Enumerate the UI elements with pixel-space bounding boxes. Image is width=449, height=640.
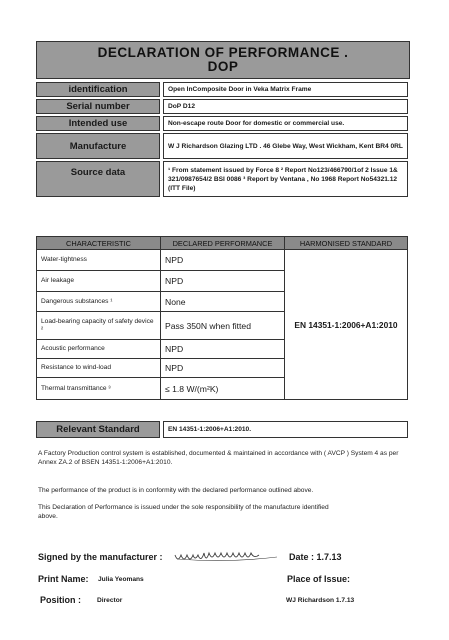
harmonised-standard-value: EN 14351-1:2006+A1:2010	[285, 249, 407, 399]
identification-row	[36, 82, 408, 97]
characteristic-cell: Acoustic performance	[37, 339, 161, 358]
characteristic-cell: Resistance to wind-load	[37, 358, 161, 377]
signed-label: Signed by the manufacturer :	[38, 552, 163, 562]
intended-use-value: Non-escape route Door for domestic or commercial use.	[163, 116, 408, 131]
identification-label: identification	[36, 82, 160, 97]
header-harmonised-standard: HARMONISED STANDARD	[285, 237, 407, 249]
standard-column	[285, 249, 407, 399]
position-value: Director	[97, 597, 123, 604]
performance-cell: NPD	[161, 358, 285, 377]
source-data-label: Source data	[36, 161, 160, 197]
performance-cell: None	[161, 291, 285, 311]
header-declared-performance: DECLARED PERFORMANCE	[161, 237, 285, 249]
position-label: Position :	[40, 595, 81, 605]
handwritten-signature	[173, 547, 283, 565]
intended-use-label: Intended use	[36, 116, 160, 131]
identification-table	[36, 82, 408, 199]
conformity-paragraph: The performance of the product is in conformity with the declared performance outlined above.	[38, 487, 314, 494]
print-name-value: Julia Yeomans	[98, 576, 144, 583]
serial-number-row	[36, 99, 408, 114]
header-characteristic: CHARACTERISTIC	[37, 237, 161, 249]
source-data-row	[36, 161, 408, 197]
characteristic-cell: Air leakage	[37, 270, 161, 291]
performance-cell: NPD	[161, 339, 285, 358]
source-data-value: ¹ From statement issued by Force 8 ² Report No123/466790/1of 2 Issue 1& 321/0987654/2 BSI 0086 ³ Report by Ventana , No 1968 Report No54321.12 (ITT File)	[163, 161, 408, 197]
performance-cell: NPD	[161, 270, 285, 291]
performance-cell: Pass 350N when fitted	[161, 311, 285, 339]
performance-column	[161, 249, 285, 399]
fpc-paragraph: A Factory Production control system is established, documented & maintained in accordance with ( AVCP ) System 4 as per Annex ZA.2 of BSEN 14351-1:2006+A1:2010.	[38, 450, 399, 466]
identification-value: Open InComposite Door in Veka Matrix Frame	[163, 82, 408, 97]
characteristics-header	[37, 237, 407, 249]
document-title-box	[36, 41, 410, 79]
performance-cell: NPD	[161, 249, 285, 270]
characteristics-table	[36, 236, 408, 400]
date-label: Date : 1.7.13	[289, 552, 342, 562]
characteristic-cell: Thermal transmittance ³	[37, 377, 161, 399]
relevant-standard-row	[36, 421, 408, 438]
characteristic-cell: Dangerous substances ¹	[37, 291, 161, 311]
place-of-issue-value: WJ Richardson 1.7.13	[286, 597, 355, 604]
manufacture-row	[36, 133, 408, 159]
intended-use-row	[36, 116, 408, 131]
manufacture-label: Manufacture	[36, 133, 160, 159]
serial-number-label: Serial number	[36, 99, 160, 114]
performance-cell: ≤ 1.8 W/(m²K)	[161, 377, 285, 399]
place-of-issue-label: Place of Issue:	[287, 574, 351, 584]
relevant-standard-label: Relevant Standard	[36, 421, 160, 438]
serial-number-value: DoP D12	[163, 99, 408, 114]
characteristic-column	[37, 249, 161, 399]
characteristic-cell: Water-tightness	[37, 249, 161, 270]
print-name-label: Print Name:	[38, 574, 89, 584]
characteristic-cell: Load-bearing capacity of safety device ²	[37, 311, 161, 339]
manufacture-value: W J Richardson Glazing LTD . 46 Glebe Way, West Wickham, Kent BR4 0RL	[163, 133, 408, 159]
responsibility-paragraph: This Declaration of Performance is issued under the sole responsibility of the manufacture identified above.	[38, 504, 329, 520]
relevant-standard-value: EN 14351-1:2006+A1:2010.	[163, 421, 408, 438]
document-title: DECLARATION OF PERFORMANCE . DOP	[97, 45, 349, 74]
characteristics-body	[37, 249, 407, 399]
